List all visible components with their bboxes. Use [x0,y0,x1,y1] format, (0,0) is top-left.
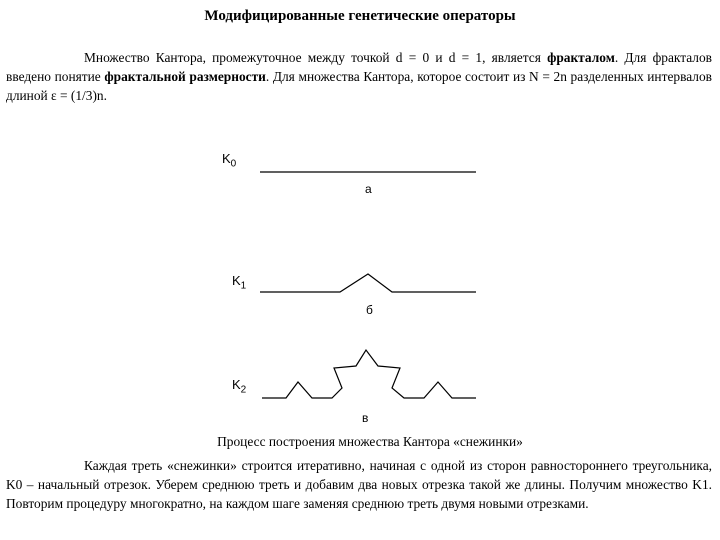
intro-text-2: . Для фракталов введено понятие [6,50,712,84]
figure-letter-b: б [366,303,373,317]
term-fractal: фракталом [547,50,615,65]
page-title: Модифицированные генетические операторы [204,8,516,24]
description-paragraph: Каждая треть «снежинки» строится итеративно, начиная с одной из сторон равностороннего треугольника, K0 – начальный отрезок. Уберем среднюю треть и добавим два новых отрезка такой же длины. Получим множество K1. Повторим процедуру многократно, на каждом шаге заменяя среднюю треть двумя новыми отрезками. [6,458,712,511]
k0-label: $K_0$ [222,151,237,170]
figure-letter-a: а [365,182,372,196]
term-fractal-dimension: фрактальной размерности [104,69,266,84]
figure-caption: Процесс построения множества Кантора «снежинки» [217,434,523,449]
k1-label: $K_1$ [232,273,247,292]
k2-curve [262,350,476,398]
figure-letter-v: в [362,411,369,425]
intro-text-3: . Для множества Кантора, которое состоит из N = 2n разделенных интервалов длиной ε = (1/3)n. [6,69,712,103]
k1-curve [260,274,476,292]
k2-label: $K_2$ [232,377,247,396]
intro-text-1: Множество Кантора, промежуточное между точкой d = 0 и d = 1, является [84,50,548,65]
